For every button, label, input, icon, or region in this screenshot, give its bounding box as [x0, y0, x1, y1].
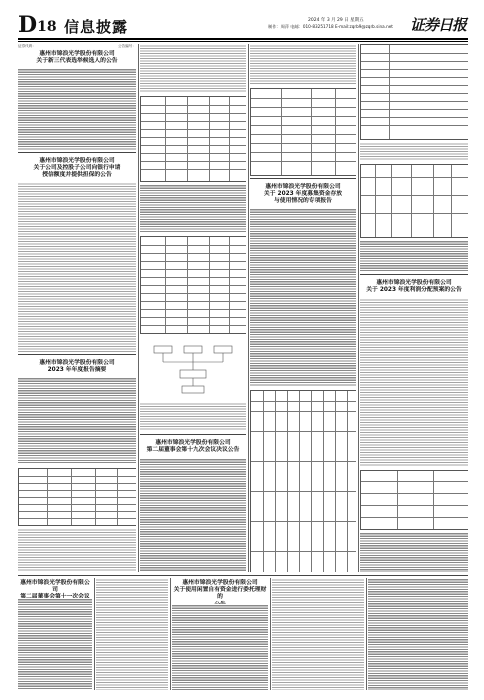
meta-right: 公告编号： [118, 44, 136, 48]
headline-a2 [18, 158, 136, 180]
article-body [18, 528, 136, 572]
article-body [360, 240, 468, 272]
data-table [360, 470, 468, 530]
article-body [360, 532, 468, 572]
column-rule [358, 44, 359, 572]
article-body [360, 142, 468, 160]
headline-line: 惠州市锦浪光学股份有限公司 [39, 360, 115, 366]
headline-line: 惠州市锦浪光学股份有限公司 [155, 440, 231, 446]
column-rule [94, 578, 95, 690]
column-rule [138, 44, 139, 572]
bottom-column [368, 578, 468, 690]
column-rule [248, 44, 249, 572]
headline-a3 [18, 360, 136, 374]
article-body [140, 184, 246, 232]
column-rule [366, 578, 367, 690]
article-body [18, 598, 92, 690]
article-body [272, 578, 364, 690]
headline-line: 惠州市锦浪光学股份有限公司 [39, 51, 115, 57]
column-rule [170, 578, 171, 690]
headline-a4 [250, 184, 356, 206]
article-meta [18, 44, 136, 49]
column-right [360, 44, 468, 572]
bottom-band-rule [18, 575, 468, 576]
page-number [18, 12, 57, 38]
meta-left: 证券代码： [18, 44, 36, 48]
newspaper-logo: 证券日报 [410, 16, 467, 34]
headline-line: 惠州市锦浪光学股份有限公司 [182, 580, 258, 586]
article-body [172, 604, 268, 690]
article-body [140, 458, 246, 572]
article-body [18, 68, 136, 150]
bottom-column [272, 578, 364, 690]
section-title: 信息披露 [64, 18, 129, 36]
headline-line: 授信额度并提供担保的公告 [42, 172, 112, 179]
page-number-digits: 18 [37, 19, 57, 35]
bottom-article-a8 [172, 578, 268, 690]
article-body [360, 298, 468, 466]
article-body [18, 182, 136, 352]
article-body [368, 578, 468, 690]
masthead-rule [18, 38, 468, 40]
article-body [140, 402, 246, 430]
article-body [250, 208, 356, 386]
article-divider [18, 152, 136, 153]
headline-line: 关于 2023 年度利润分配预案的公告 [366, 287, 462, 294]
headline-line: 2023 年年度报告摘要 [47, 367, 107, 374]
bottom-article-a7 [18, 578, 92, 690]
column-rule [270, 578, 271, 690]
headline-a6 [360, 280, 468, 294]
data-table [360, 44, 468, 140]
article-body [140, 44, 246, 92]
page-letter: D [18, 12, 37, 38]
data-table [250, 390, 356, 572]
article-body [18, 377, 136, 463]
article-divider [360, 274, 468, 275]
headline-line: 惠州市锦浪光学股份有限公司 [265, 184, 341, 190]
data-table [250, 88, 356, 176]
data-table [140, 96, 246, 182]
data-table [140, 236, 246, 334]
article-body [250, 44, 356, 84]
headline-line: 惠州市锦浪光学股份有限公司 [39, 158, 115, 164]
headline-line: 惠州市锦浪光学股份有限公司 [20, 580, 90, 594]
headline-line: 第二届董事会第十九次会议决议公告 [146, 447, 240, 454]
column-left [18, 44, 136, 572]
structure-diagram [144, 340, 242, 398]
headline-a5 [140, 440, 246, 454]
masthead-rule-thin [18, 41, 468, 42]
data-table [18, 468, 136, 526]
column-mid-right [250, 44, 356, 572]
headline-line: 关于使用闲置自有资金进行委托理财的 [173, 587, 267, 601]
headline-line: 关于新三代表选举候选人的公告 [36, 58, 118, 65]
headline-line: 关于 2023 年度募集资金存放 [263, 191, 343, 198]
contact-line: 制作：周萍 电邮：010-83251718 E-mail:zqrb9@zqrb.sina.net [268, 24, 393, 29]
data-table [360, 164, 468, 238]
headline-line: 关于公司及控股子公司向银行申请 [33, 165, 121, 172]
headline-a1 [18, 51, 136, 65]
headline-line: 与使用情况的专项报告 [274, 198, 332, 205]
headline-line: 惠州市锦浪光学股份有限公司 [376, 280, 452, 286]
article-divider [18, 354, 136, 355]
article-body [96, 578, 168, 690]
article-divider [140, 434, 246, 435]
column-mid-left [140, 44, 246, 572]
dateline: 2024 年 3 月 29 日 星期五 [308, 18, 364, 23]
bottom-column [96, 578, 168, 690]
article-divider [250, 178, 356, 179]
